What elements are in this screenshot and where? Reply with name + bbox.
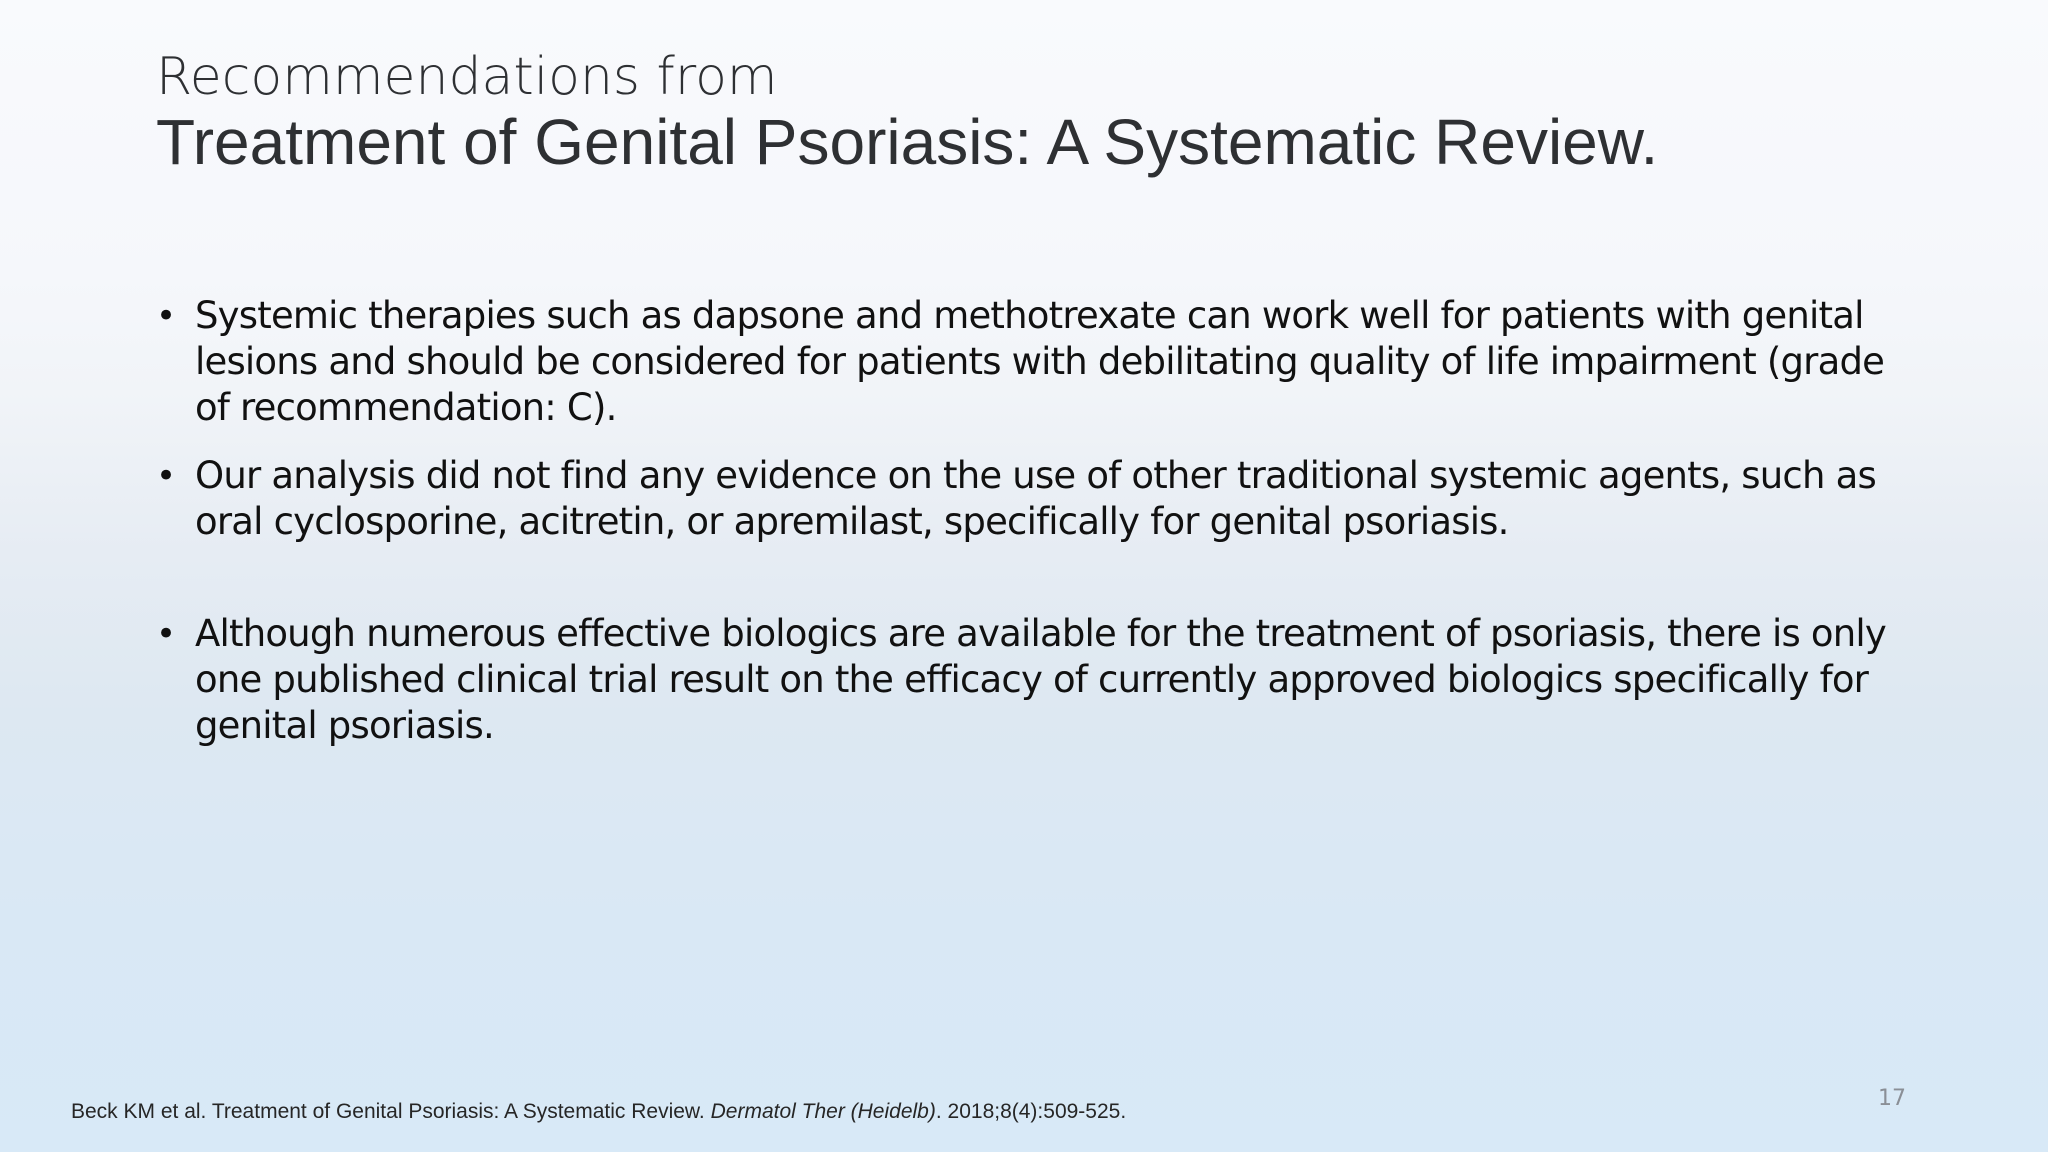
bullet-text: Although numerous effective biologics are available for the treatment of psoriasis, there is only one published clinical trial result on the efficacy of currently approved biologics specifically for genital psoriasis. — [195, 612, 1886, 747]
citation — [71, 1099, 1126, 1125]
bullet-item — [156, 611, 1916, 749]
bullet-item — [156, 293, 1916, 431]
title-prefix: Recommendations from — [156, 47, 778, 107]
citation-details: . 2018;8(4):509-525. — [935, 1100, 1127, 1123]
page-title: Treatment of Genital Psoriasis: A Systematic Review. — [156, 106, 1659, 178]
bullet-item — [156, 453, 1916, 545]
bullet-dot-icon: • — [156, 456, 176, 496]
bullet-text: Systemic therapies such as dapsone and methotrexate can work well for patients with genital lesions and should be considered for patients with debilitating quality of life impairment (grade of recommendation: C). — [195, 294, 1885, 429]
citation-authors-title: Beck KM et al. Treatment of Genital Psoriasis: A Systematic Review. — [71, 1100, 705, 1123]
bullet-dot-icon: • — [156, 614, 176, 654]
citation-journal: Dermatol Ther (Heidelb) — [710, 1100, 936, 1123]
bullet-list — [156, 293, 1916, 749]
page-number: 17 — [1878, 1086, 1906, 1111]
bullet-dot-icon: • — [156, 296, 176, 336]
bullet-text: Our analysis did not find any evidence on the use of other traditional systemic agents, such as oral cyclosporine, acitretin, or apremilast, specifically for genital psoriasis. — [195, 454, 1876, 543]
